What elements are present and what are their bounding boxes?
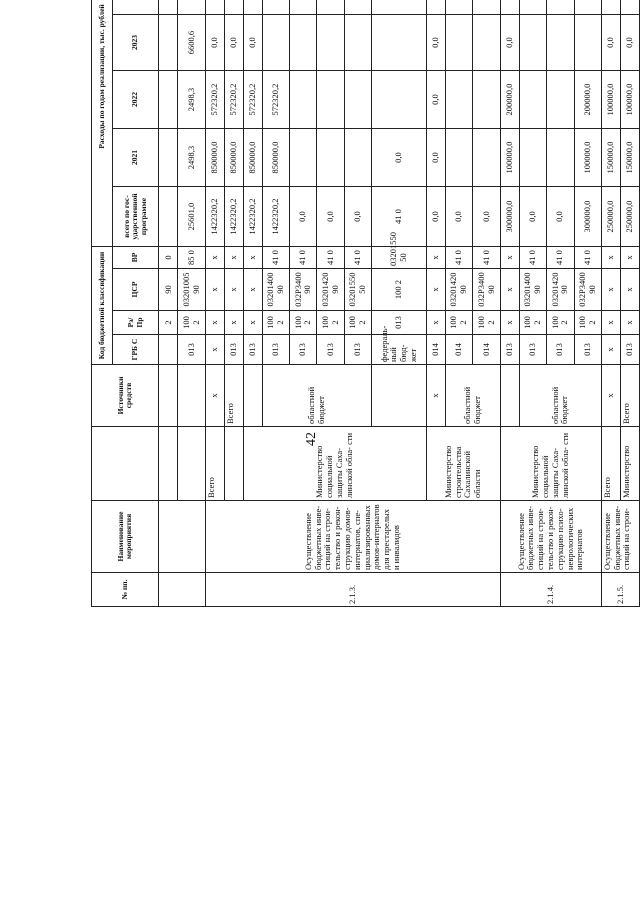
cell-rzpr: 100 2 xyxy=(547,311,574,335)
cell-vr: х xyxy=(243,247,262,269)
cell-grbs: 013 xyxy=(620,335,639,365)
cell-rzpr: 100 2 xyxy=(317,311,344,335)
header-codes-group: Код бюджетной классификации xyxy=(92,247,113,365)
cell-rzpr: х xyxy=(620,311,639,335)
cell-rzpr: 100 2 xyxy=(372,269,427,311)
header-grbs: ГРБ С xyxy=(113,335,159,365)
cell-2024 xyxy=(159,0,178,15)
header-source: Источники средств xyxy=(92,365,159,427)
cell-2024 xyxy=(473,0,500,15)
source-obl-budget: областной бюджет xyxy=(262,365,372,427)
cell-2023: 0,0 xyxy=(601,15,620,71)
cell-grbs: 013 xyxy=(519,335,546,365)
source-fed-budget: федераль- ный бюд- жет xyxy=(372,335,427,365)
cell-total: 1422320,2 xyxy=(224,187,243,247)
cell-grbs: 013 xyxy=(344,335,371,365)
cell-2021 xyxy=(159,129,178,187)
cell-total xyxy=(159,187,178,247)
cell-source: Всего xyxy=(224,365,243,427)
cell-2023 xyxy=(519,15,546,71)
cell-2021: 150000,0 xyxy=(620,129,639,187)
cell-2023 xyxy=(317,15,344,71)
cell-vr: 41 0 xyxy=(344,247,371,269)
cell-vr: 41 0 xyxy=(519,247,546,269)
cell-source xyxy=(500,365,519,427)
cell-csr: 03201400 90 xyxy=(519,269,546,311)
cell-total: 1422320,2 xyxy=(262,187,289,247)
cell-csr: х xyxy=(601,269,620,311)
cell-2024 xyxy=(178,0,205,15)
cell-vr: х xyxy=(601,247,620,269)
cell-2023 xyxy=(372,0,427,15)
cell-executor xyxy=(224,427,243,501)
header-2023: 2023 xyxy=(113,15,159,71)
cell-vr: 85 0 xyxy=(178,247,205,269)
cell-2023 xyxy=(290,15,317,71)
cell-rzpr: х xyxy=(243,311,262,335)
cell-grbs: 013 xyxy=(574,335,601,365)
cell-rzpr: х xyxy=(500,311,519,335)
cell-total: 0,0 xyxy=(519,187,546,247)
cell-total: 0,0 xyxy=(317,187,344,247)
cell-csr: 03201420 90 xyxy=(547,269,574,311)
header-num: № пп. xyxy=(92,573,159,607)
cell-2023: 0,0 xyxy=(224,15,243,71)
cell-csr: 03201420 90 xyxy=(317,269,344,311)
cell-csr: х xyxy=(620,269,639,311)
cell-source xyxy=(243,365,262,427)
cell-total: 0,0 xyxy=(344,187,371,247)
cell-2021 xyxy=(519,129,546,187)
cell-total: 0,0 xyxy=(446,187,473,247)
header-2021: 2021 xyxy=(113,129,159,187)
cell-2021 xyxy=(547,129,574,187)
cell-csr: х xyxy=(205,269,224,311)
cell-vr: х xyxy=(205,247,224,269)
cell-csr: х xyxy=(224,269,243,311)
cell-vr: 41 0 xyxy=(317,247,344,269)
cell-csr: 032P3400 90 xyxy=(473,269,500,311)
cell-2022 xyxy=(290,71,317,129)
cell-2024 xyxy=(601,0,620,15)
cell-2022: 100000,0 xyxy=(601,71,620,129)
cell-source: х xyxy=(205,365,224,427)
cell-vr: 41 0 xyxy=(473,247,500,269)
cell-2023 xyxy=(159,15,178,71)
page-number: 42 xyxy=(304,432,319,446)
cell-2023: 0,0 xyxy=(620,15,639,71)
cell-vr: х xyxy=(224,247,243,269)
cell-2024 xyxy=(446,0,473,15)
cell-vr: х xyxy=(500,247,519,269)
cell-total: 0,0 xyxy=(473,187,500,247)
cell-csr: 03201420 90 xyxy=(446,269,473,311)
cell-csr: 90 xyxy=(159,269,178,311)
cell-vr: 41 0 xyxy=(262,247,289,269)
cell-grbs: 013 xyxy=(243,335,262,365)
cell-rzpr: 100 2 xyxy=(446,311,473,335)
cell-grbs: 014 xyxy=(427,335,446,365)
cell-grbs xyxy=(159,335,178,365)
cell-executor xyxy=(372,365,427,427)
cell-total: 0,0 xyxy=(547,187,574,247)
cell-2021 xyxy=(473,129,500,187)
cell-rzpr: х xyxy=(427,311,446,335)
cell-2024 xyxy=(500,0,519,15)
cell-2024 xyxy=(243,0,262,15)
cell-2023: 0,0 xyxy=(243,15,262,71)
header-2024 xyxy=(113,0,159,15)
cell-2021: 2498,3 xyxy=(178,129,205,187)
cell-csr: 032P3400 90 xyxy=(290,269,317,311)
cell-2022 xyxy=(519,71,546,129)
cell-2021 xyxy=(344,129,371,187)
cell-grbs: 013 xyxy=(178,335,205,365)
cell-2023: 0,0 xyxy=(500,15,519,71)
cell-total: 250000,0 xyxy=(620,187,639,247)
cell-2023 xyxy=(446,15,473,71)
cell-2023: 0,0 xyxy=(205,15,224,71)
cell-rzpr: 100 2 xyxy=(519,311,546,335)
cell-rzpr: х xyxy=(205,311,224,335)
cell-2021: 850000,0 xyxy=(243,129,262,187)
cell-total: 0,0 xyxy=(372,129,427,187)
cell-vr: 41 0 xyxy=(547,247,574,269)
cell-rzpr: 100 2 xyxy=(574,311,601,335)
cell-vr: 41 0 xyxy=(446,247,473,269)
cell-2023: 6600,6 xyxy=(178,15,205,71)
cell-csr: 03201550 50 xyxy=(372,247,427,269)
cell-grbs: х xyxy=(601,335,620,365)
cell-2024 xyxy=(205,0,224,15)
cell-2021 xyxy=(317,129,344,187)
budget-table-sheet xyxy=(91,0,640,607)
cell-2022 xyxy=(446,71,473,129)
cell-csr: 03201005 90 xyxy=(178,269,205,311)
cell-grbs: х xyxy=(205,335,224,365)
cell-2021: 850000,0 xyxy=(262,129,289,187)
cell-csr: х xyxy=(500,269,519,311)
cell-num xyxy=(159,573,205,607)
cell-grbs: 013 xyxy=(500,335,519,365)
executor-min-soc: Министерство социальной защиты Саха- линской обла- сти xyxy=(500,427,601,501)
header-executor xyxy=(92,427,159,501)
cell-executor xyxy=(178,427,205,501)
source-obl-budget: областной бюджет xyxy=(519,365,601,427)
cell-total: 1422320,2 xyxy=(205,187,224,247)
cell-vr: 41 0 xyxy=(574,247,601,269)
header-name: Наименование мероприятия xyxy=(92,501,159,573)
table-row xyxy=(601,0,620,607)
cell-2023: 0,0 xyxy=(427,15,446,71)
cell-2022: 572320,2 xyxy=(243,71,262,129)
cell-2021: 150000,0 xyxy=(601,129,620,187)
cell-2021: 0,0 xyxy=(427,129,446,187)
cell-2022: 200000,0 xyxy=(500,71,519,129)
cell-source: Всего xyxy=(620,365,639,427)
cell-2024 xyxy=(519,0,546,15)
cell-rzpr: 100 2 xyxy=(262,311,289,335)
cell-vr: 41 0 xyxy=(372,187,427,247)
header-rzpr: Рз/ Пр xyxy=(113,311,159,335)
source-obl-budget: областной бюджет xyxy=(446,365,501,427)
cell-rzpr: 100 2 xyxy=(290,311,317,335)
cell-2023 xyxy=(262,15,289,71)
cell-2023 xyxy=(547,15,574,71)
table-row xyxy=(500,0,519,607)
cell-2021: 850000,0 xyxy=(224,129,243,187)
cell-total: 250000,0 xyxy=(601,187,620,247)
cell-2024 xyxy=(427,0,446,15)
budget-table xyxy=(91,0,640,607)
cell-2021: 850000,0 xyxy=(205,129,224,187)
measure-name-2-1-4: Осуществление бюджетных инве- стиций на строи- тельство и рекон- струкцию психо- неврологических интернатов xyxy=(500,501,601,573)
header-2022: 2022 xyxy=(113,71,159,129)
cell-2022: 100000,0 xyxy=(620,71,639,129)
table-row xyxy=(159,0,178,607)
cell-grbs: 013 xyxy=(372,311,427,335)
cell-2022: 572320,2 xyxy=(224,71,243,129)
measure-name-2-1-3: Осуществление бюджетных инве- стиций на строи- тельство и рекон- струкцию домов- интернатов, спе- циализированных домов-интернатов для престарелых и инвалидов xyxy=(205,501,500,573)
cell-2023 xyxy=(473,15,500,71)
cell-2022 xyxy=(473,71,500,129)
cell-total: 1422320,2 xyxy=(243,187,262,247)
executor-min-str: Министерство строительства Сахалинской области xyxy=(427,427,501,501)
measure-name-2-1-5: Осуществление бюджетных инве- стиций на строи- xyxy=(601,501,639,573)
cell-2024 xyxy=(344,0,371,15)
cell-2022 xyxy=(317,71,344,129)
cell-2021 xyxy=(446,129,473,187)
cell-total: 0,0 xyxy=(290,187,317,247)
cell-csr: 03201550 50 xyxy=(344,269,371,311)
cell-2024 xyxy=(547,0,574,15)
cell-2022: 200000,0 xyxy=(574,71,601,129)
cell-source xyxy=(159,365,178,427)
cell-source: х xyxy=(601,365,620,427)
cell-2023 xyxy=(574,15,601,71)
measure-number-2-1-5: 2.1.5. xyxy=(601,573,639,607)
cell-total: 300000,0 xyxy=(574,187,601,247)
cell-total: 25601,0 xyxy=(178,187,205,247)
cell-vr: 0 xyxy=(159,247,178,269)
cell-2021 xyxy=(372,71,427,129)
cell-rzpr: 100 2 xyxy=(473,311,500,335)
cell-grbs: 014 xyxy=(473,335,500,365)
cell-2022: 572320,2 xyxy=(262,71,289,129)
executor-min-soc: Министерство социальной защиты Саха- линской обла- сти xyxy=(243,427,426,501)
cell-executor: Министерство xyxy=(620,427,639,501)
cell-rzpr: 2 xyxy=(159,311,178,335)
header-csr: ЦСР xyxy=(113,269,159,311)
measure-number-2-1-4: 2.1.4. xyxy=(500,573,601,607)
cell-2024 xyxy=(224,0,243,15)
cell-rzpr: 100 2 xyxy=(178,311,205,335)
cell-executor: Всего xyxy=(205,427,224,501)
cell-2021 xyxy=(290,129,317,187)
cell-rzpr: х xyxy=(224,311,243,335)
cell-2023 xyxy=(344,15,371,71)
cell-grbs: 013 xyxy=(290,335,317,365)
cell-csr: х xyxy=(243,269,262,311)
cell-2022: 0,0 xyxy=(427,71,446,129)
cell-executor: Всего xyxy=(601,427,620,501)
cell-grbs: 013 xyxy=(262,335,289,365)
cell-2021: 100000,0 xyxy=(500,129,519,187)
cell-grbs: 013 xyxy=(547,335,574,365)
cell-2022: 572320,2 xyxy=(205,71,224,129)
cell-csr: 032P3400 90 xyxy=(574,269,601,311)
cell-csr: 03201400 90 xyxy=(262,269,289,311)
header-total: всего по гос- ударственной программе xyxy=(113,187,159,247)
cell-2022: 2498,3 xyxy=(178,71,205,129)
cell-2022 xyxy=(344,71,371,129)
cell-executor xyxy=(159,427,178,501)
cell-vr: х xyxy=(427,247,446,269)
table-row xyxy=(205,0,224,607)
rotated-page xyxy=(91,4,640,844)
cell-2022 xyxy=(372,15,427,71)
cell-source: х xyxy=(427,365,446,427)
cell-vr: х xyxy=(620,247,639,269)
cell-grbs: 013 xyxy=(317,335,344,365)
cell-vr: 41 0 xyxy=(290,247,317,269)
cell-2024 xyxy=(574,0,601,15)
cell-2024 xyxy=(317,0,344,15)
cell-csr: х xyxy=(427,269,446,311)
cell-total: 300000,0 xyxy=(500,187,519,247)
cell-2024 xyxy=(262,0,289,15)
header-years-group: Расходы по годам реализации, тыс. рублей xyxy=(92,0,113,247)
header-vr: ВР xyxy=(113,247,159,269)
cell-2024 xyxy=(290,0,317,15)
cell-rzpr: х xyxy=(601,311,620,335)
cell-2021: 100000,0 xyxy=(574,129,601,187)
cell-2022 xyxy=(547,71,574,129)
cell-name xyxy=(159,501,205,573)
cell-total: 0,0 xyxy=(427,187,446,247)
cell-rzpr: 100 2 xyxy=(344,311,371,335)
cell-source xyxy=(178,365,205,427)
cell-2022 xyxy=(159,71,178,129)
measure-number-2-1-3: 2.1.3. xyxy=(205,573,500,607)
cell-2024 xyxy=(620,0,639,15)
cell-grbs: 014 xyxy=(446,335,473,365)
cell-grbs: 013 xyxy=(224,335,243,365)
